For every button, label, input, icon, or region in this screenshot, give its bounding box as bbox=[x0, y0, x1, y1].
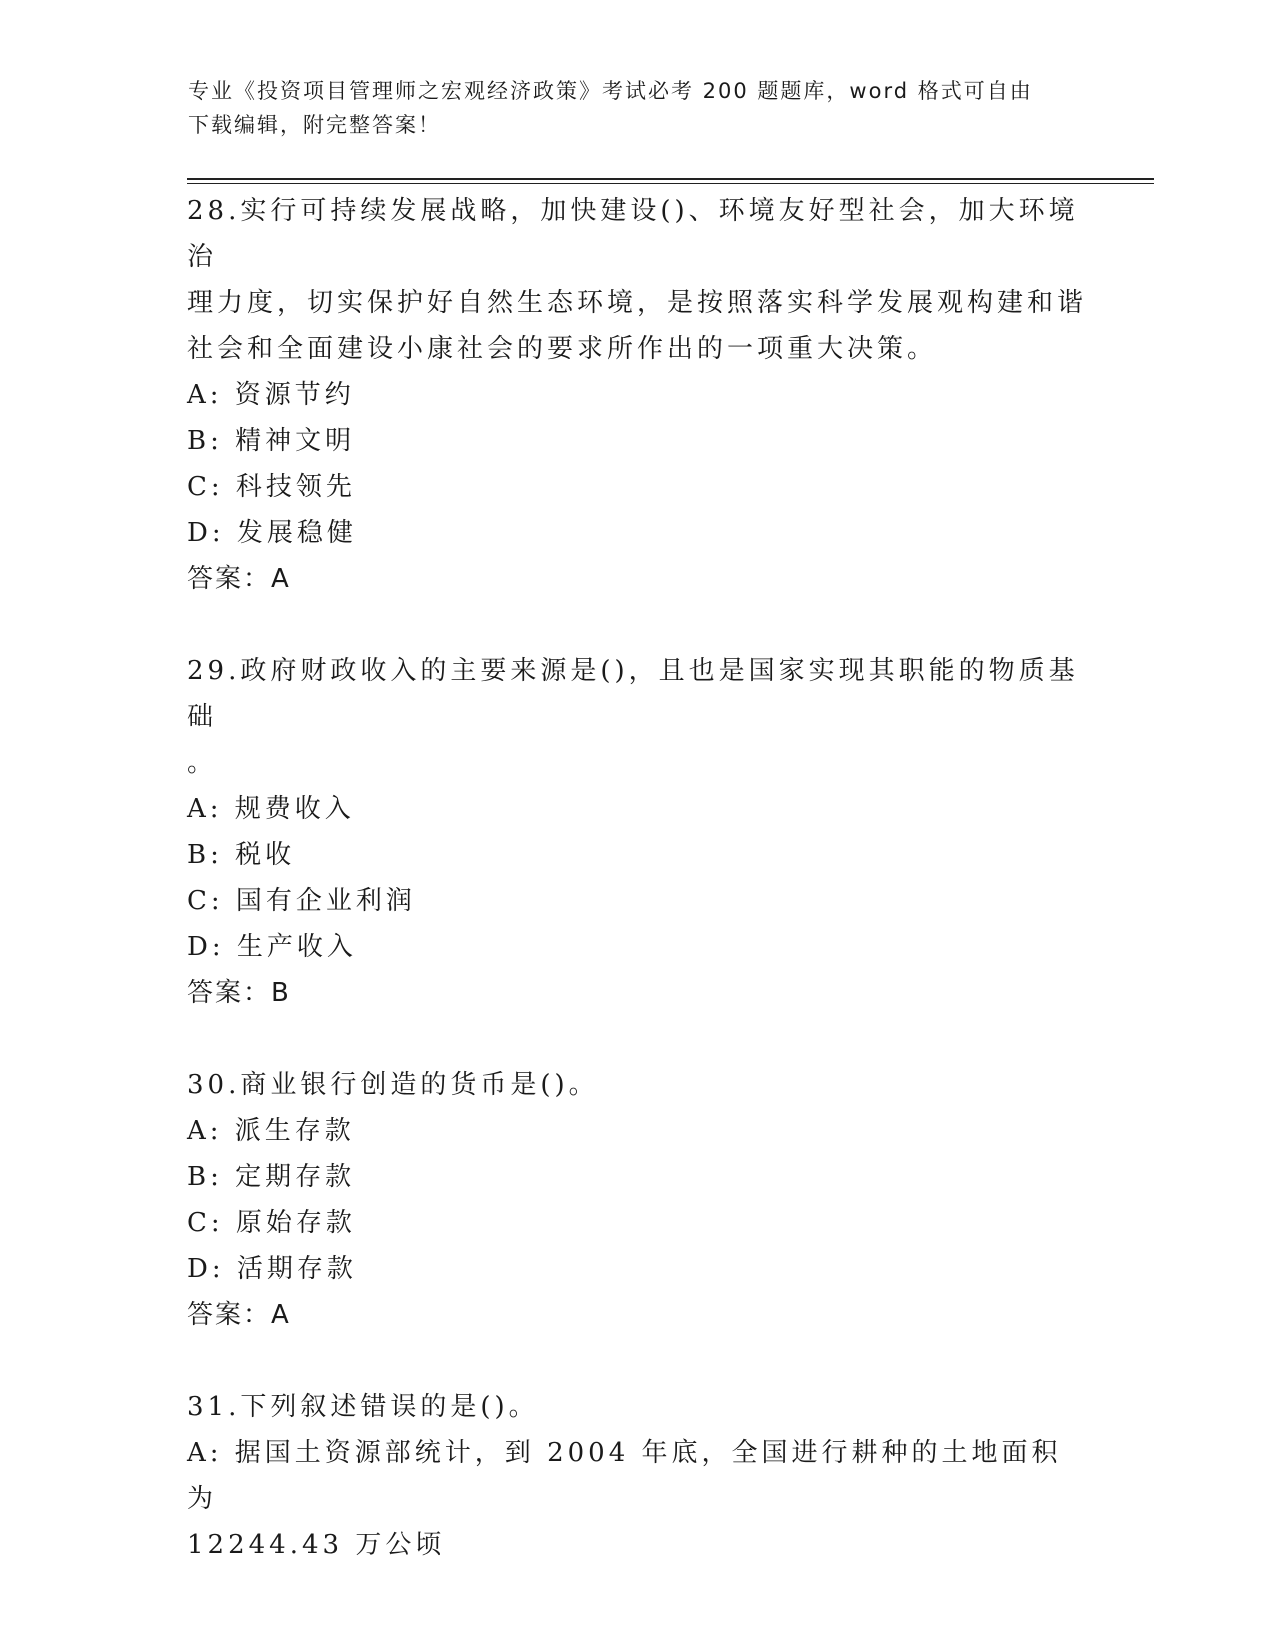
question-29-option-a: A: 规费收入 bbox=[187, 794, 355, 824]
question-28 bbox=[187, 188, 1087, 602]
header-divider-thin bbox=[187, 183, 1154, 184]
question-29-option-d: D: 生产收入 bbox=[187, 932, 357, 962]
question-31-option-a-continued: 12244.43 万公顷 bbox=[187, 1530, 446, 1560]
question-29-option-c: C: 国有企业利润 bbox=[187, 886, 416, 916]
question-28-line-3: 社会和全面建设小康社会的要求所作出的一项重大决策。 bbox=[187, 334, 938, 364]
question-28-option-c: C: 科技领先 bbox=[187, 472, 356, 502]
question-28-answer: 答案：A bbox=[187, 564, 291, 594]
question-29 bbox=[187, 648, 1087, 1016]
question-28-line-2: 理力度，切实保护好自然生态环境，是按照落实科学发展观构建和谐 bbox=[187, 288, 1088, 318]
question-30-answer: 答案：A bbox=[187, 1300, 291, 1330]
question-28-option-b: B: 精神文明 bbox=[187, 426, 356, 456]
question-30-line-1: 30.商业银行创造的货币是()。 bbox=[187, 1070, 599, 1100]
question-28-option-a: A: 资源节约 bbox=[187, 380, 355, 410]
question-29-line-2: 。 bbox=[187, 748, 218, 778]
header-line-2: 下载编辑，附完整答案！ bbox=[188, 113, 441, 137]
question-31-line-1: 31.下列叙述错误的是()。 bbox=[187, 1392, 539, 1422]
question-list bbox=[187, 188, 1087, 1568]
question-30-option-b: B: 定期存款 bbox=[187, 1162, 356, 1192]
question-30-option-c: C: 原始存款 bbox=[187, 1208, 356, 1238]
question-30-option-a: A: 派生存款 bbox=[187, 1116, 355, 1146]
question-30 bbox=[187, 1062, 1087, 1338]
question-29-line-1: 29.政府财政收入的主要来源是()，且也是国家实现其职能的物质基础 bbox=[187, 656, 1079, 732]
question-28-option-d: D: 发展稳健 bbox=[187, 518, 357, 548]
header-divider-thick bbox=[187, 178, 1154, 180]
question-31 bbox=[187, 1384, 1087, 1568]
question-29-answer: 答案：B bbox=[187, 978, 291, 1008]
question-29-option-b: B: 税收 bbox=[187, 840, 296, 870]
question-30-option-d: D: 活期存款 bbox=[187, 1254, 357, 1284]
header-line-1: 专业《投资项目管理师之宏观经济政策》考试必考 200 题题库，word 格式可自由 bbox=[188, 79, 1033, 103]
document-header bbox=[188, 74, 1068, 142]
question-28-line-1: 28.实行可持续发展战略，加快建设()、环境友好型社会，加大环境治 bbox=[187, 196, 1079, 272]
question-31-option-a: A: 据国土资源部统计，到 2004 年底，全国进行耕种的土地面积为 bbox=[187, 1438, 1062, 1514]
